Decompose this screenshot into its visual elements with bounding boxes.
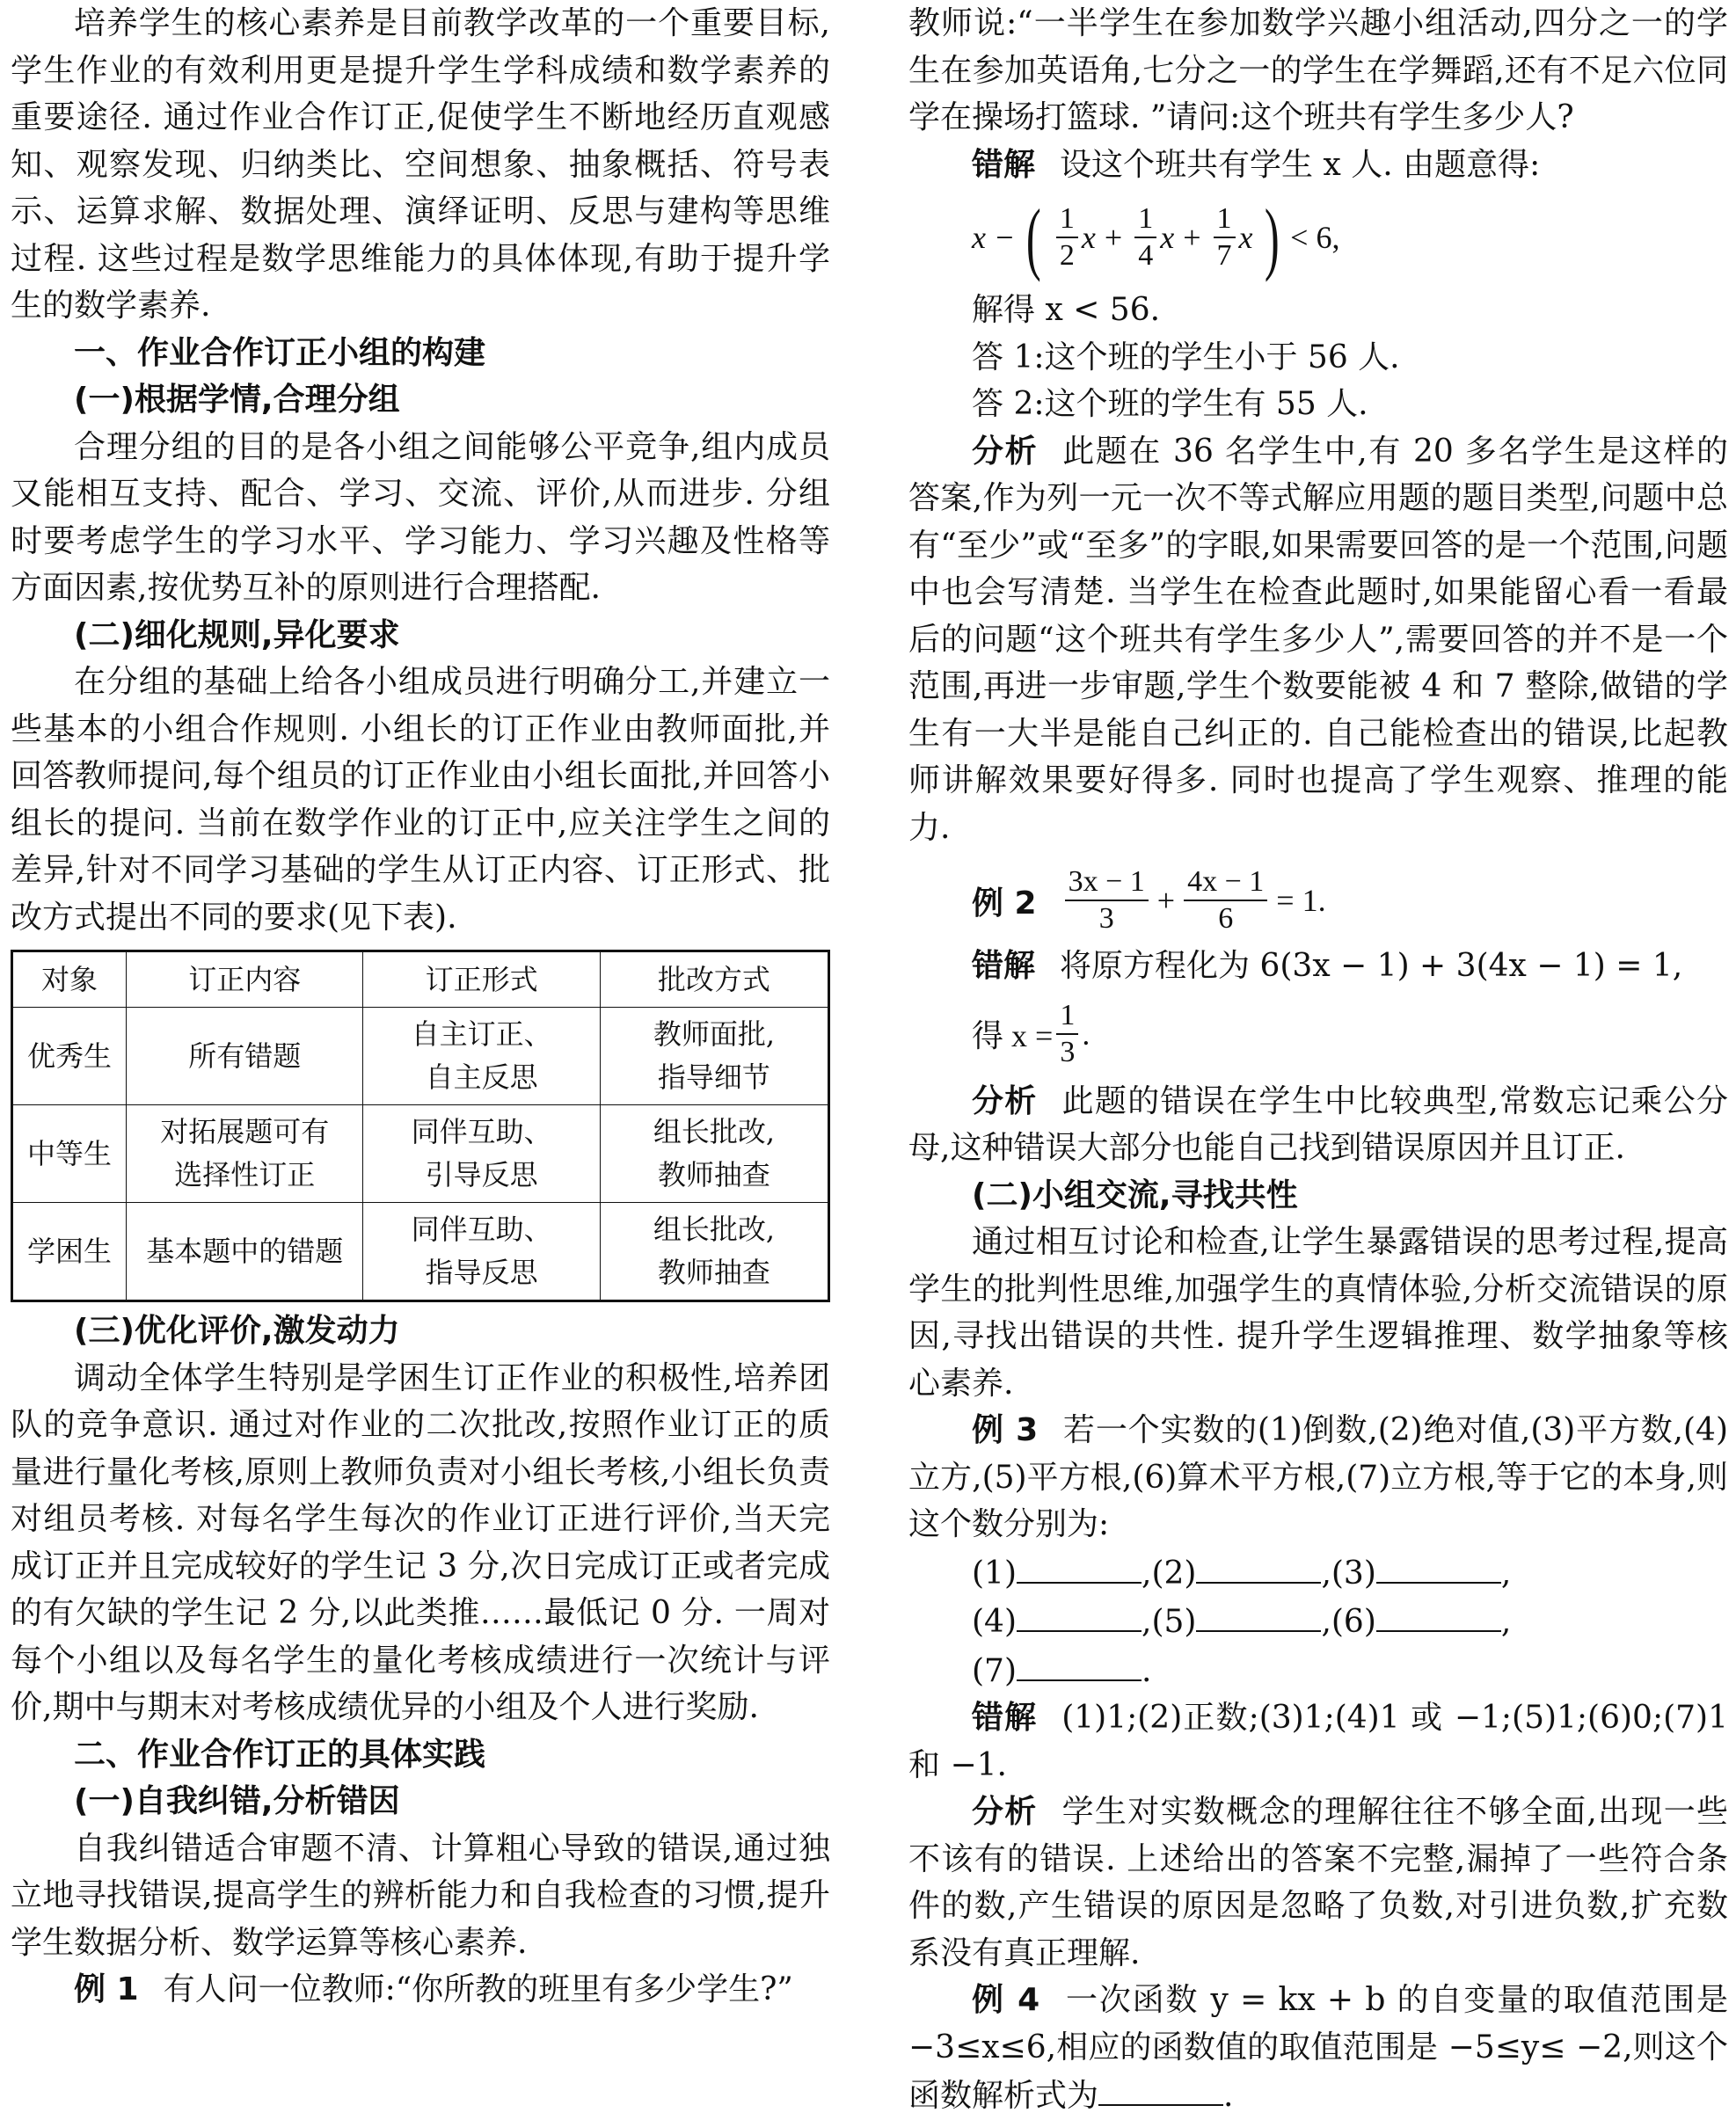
formula-variable: x bbox=[1160, 220, 1175, 255]
example-1-start bbox=[11, 1966, 830, 2014]
answer-blank bbox=[1098, 2071, 1223, 2106]
table-header-cell: 对象 bbox=[12, 951, 127, 1008]
result-prefix: 得 x = bbox=[972, 1018, 1054, 1053]
fraction-numerator: 4x − 1 bbox=[1184, 867, 1267, 901]
fraction bbox=[1184, 867, 1267, 934]
table-cell-content: 所有错题 bbox=[127, 1008, 363, 1105]
table-cell-form: 自主订正、 自主反思 bbox=[363, 1008, 600, 1105]
fraction bbox=[1134, 204, 1156, 271]
fraction-denominator: 4 bbox=[1138, 239, 1154, 272]
table-cell-object: 中等生 bbox=[12, 1105, 127, 1203]
example-3-blanks-row-3 bbox=[908, 1646, 1728, 1695]
blank-separator: , bbox=[1500, 1604, 1512, 1640]
example-3-wrong-solution bbox=[908, 1694, 1728, 1789]
table-cell-method: 组长批改, 教师抽查 bbox=[600, 1203, 828, 1301]
intro-paragraph: 培养学生的核心素养是目前教学改革的一个重要目标,学生作业的有效利用更是提升学生学科成绩和数学素养的重要途径. 通过作业合作订正,促使学生不断地经历直观感知、观察发现、归纳类比、空间想象、抽象概括、符号表示、运算求解、数据处理、演绎证明、反思与建构等思维过程. 这些过程是数学思维能力的具体体现,有助于提升学生的数学素养. bbox=[11, 5, 830, 324]
subsection-heading-4: (一)自我纠错,分析错因 bbox=[74, 1783, 400, 1819]
blank-label: (7) bbox=[972, 1652, 1017, 1689]
formula-operator: + bbox=[1183, 220, 1201, 255]
formula-lhs: x − bbox=[972, 220, 1016, 255]
fraction-numerator: 1 bbox=[1134, 204, 1156, 238]
table-cell-object: 优秀生 bbox=[12, 1008, 127, 1105]
left-paren-glyph: ( bbox=[1026, 193, 1042, 282]
formula-operator: + bbox=[1156, 883, 1176, 918]
fraction-denominator: 7 bbox=[1216, 239, 1232, 272]
wrong-solution-text: 将原方程化为 6(3x − 1) + 3(4x − 1) = 1, bbox=[1060, 948, 1683, 984]
analysis-label: 分析 bbox=[972, 1794, 1038, 1830]
table-header-row bbox=[12, 951, 829, 1008]
left-column bbox=[11, 0, 830, 2014]
table-cell-content: 基本题中的错题 bbox=[127, 1203, 363, 1301]
answer-blank bbox=[1376, 1597, 1501, 1632]
wrong-solution-label: 错解 bbox=[972, 1700, 1038, 1736]
blank-label: ,(6) bbox=[1321, 1604, 1376, 1640]
example-label: 例 3 bbox=[972, 1412, 1039, 1448]
formula-operator: + bbox=[1104, 220, 1123, 255]
self-correction-paragraph: 自我纠错适合审题不清、计算粗心导致的错误,通过独立地寻找错误,提高学生的辨析能力和自我检查的习惯,提升学生数据分析、数学运算等核心素养. bbox=[11, 1830, 830, 1961]
fraction-denominator: 2 bbox=[1059, 239, 1075, 272]
example-label: 例 2 bbox=[972, 885, 1037, 922]
wrong-solution-label: 错解 bbox=[972, 146, 1036, 183]
example-3-text: 若一个实数的(1)倒数,(2)绝对值,(3)平方数,(4)立方,(5)平方根,(6)算术平方根,(7)立方根,等于它的本身,则这个数分别为: bbox=[908, 1412, 1728, 1542]
example-2-analysis bbox=[908, 1078, 1728, 1172]
table-cell-content: 对拓展题可有 选择性订正 bbox=[127, 1105, 363, 1203]
fraction-denominator: 6 bbox=[1218, 902, 1234, 935]
example-label: 例 1 bbox=[74, 1971, 139, 2007]
analysis-text: 此题在 36 名学生中,有 20 多名学生是这样的答案,作为列一元一次不等式解应用题的题目类型,问题中总有“至少”或“至多”的字眼,如果需要回答的是一个范围,问题中也会写清楚. 当学生在检查此题时,如果能留心看一看最后的问题“这个班共有学生多少人”,需要回答的并不是一个范围,再进一步审题,学生个数要能被 4 和 7 整除,做错的学生有一大半是能自己纠正的. 自己能检查出的错误,比起教师讲解效果要好得多. 同时也提高了学生观察、推理的能力. bbox=[908, 433, 1728, 846]
blank-label: ,(3) bbox=[1321, 1555, 1376, 1592]
analysis-label: 分析 bbox=[972, 1082, 1038, 1119]
example-2-result bbox=[908, 990, 1728, 1078]
answer-blank bbox=[1017, 1646, 1142, 1681]
example-1-wrong-solution bbox=[908, 142, 1728, 189]
subsection-heading-5: (二)小组交流,寻找共性 bbox=[972, 1177, 1298, 1213]
fraction-numerator: 1 bbox=[1056, 1001, 1078, 1035]
right-paren-glyph: ) bbox=[1264, 193, 1280, 282]
analysis-text: 此题的错误在学生中比较典型,常数忘记乘公分母,这种错误大部分也能自己找到错误原因并且订正. bbox=[908, 1082, 1728, 1166]
example-1-continuation: 教师说:“一半学生在参加数学兴趣小组活动,四分之一的学生在参加英语角,七分之一的学生在学舞蹈,还有不足六位同学在操场打篮球. ”请问:这个班共有学生多少人? bbox=[908, 5, 1728, 135]
example-3-blanks-row-2 bbox=[908, 1597, 1728, 1646]
requirements-table bbox=[11, 950, 830, 1302]
fraction-numerator: 1 bbox=[1214, 204, 1236, 238]
example-3-blanks-row-1 bbox=[908, 1548, 1728, 1598]
grouping-paragraph: 合理分组的目的是各小组之间能够公平竞争,组内成员又能相互支持、配合、学习、交流、评价,从而进步. 分组时要考虑学生的学习水平、学习能力、学习兴趣及性格等方面因素,按优势互补的原则进行合理搭配. bbox=[11, 428, 830, 606]
subsection-heading-3: (三)优化评价,激发动力 bbox=[74, 1313, 400, 1349]
table-cell-object: 学困生 bbox=[12, 1203, 127, 1301]
example-2-wrong-solution bbox=[908, 943, 1728, 990]
wrong-solution-text: 设这个班共有学生 x 人. 由题意得: bbox=[1060, 146, 1541, 183]
blank-label: (4) bbox=[972, 1604, 1017, 1640]
subsection-heading-1: (一)根据学情,合理分组 bbox=[74, 382, 400, 418]
analysis-label: 分析 bbox=[972, 433, 1039, 470]
formula-rhs: = 1. bbox=[1276, 883, 1326, 918]
table-cell-method: 教师面批, 指导细节 bbox=[600, 1008, 828, 1105]
example-1-solve: 解得 x < 56. bbox=[972, 292, 1161, 328]
example-3-analysis bbox=[908, 1789, 1728, 1977]
table-cell-form: 同伴互助、 引导反思 bbox=[363, 1105, 600, 1203]
fraction bbox=[1056, 204, 1078, 271]
subsection-heading-2: (二)细化规则,异化要求 bbox=[74, 616, 400, 653]
example-1-inequality bbox=[908, 188, 1728, 287]
blank-label: ,(5) bbox=[1142, 1604, 1197, 1640]
result-end: . bbox=[1082, 1016, 1090, 1052]
fraction-numerator: 3x − 1 bbox=[1065, 867, 1149, 901]
answer-blank bbox=[1017, 1548, 1142, 1584]
example-2-equation bbox=[908, 858, 1728, 943]
fraction bbox=[1214, 204, 1236, 271]
answer-blank bbox=[1017, 1597, 1142, 1632]
table-cell-method: 组长批改, 教师抽查 bbox=[600, 1105, 828, 1203]
table-header-cell: 订正形式 bbox=[363, 951, 600, 1008]
wrong-solution-label: 错解 bbox=[972, 948, 1036, 984]
blank-end: . bbox=[1142, 1652, 1152, 1689]
table-header-cell: 订正内容 bbox=[127, 951, 363, 1008]
analysis-text: 学生对实数概念的理解往往不够全面,出现一些不该有的错误. 上述给出的答案不完整,漏掉了一些符合条件的数,产生错误的原因是忽略了负数,对引进负数,扩充数系没有真正理解. bbox=[908, 1794, 1728, 1971]
wrong-solution-text: (1)1;(2)正数;(3)1;(4)1 或 −1;(5)1;(6)0;(7)1 和 −1. bbox=[908, 1700, 1728, 1783]
section-heading-1: 一、作业合作订正小组的构建 bbox=[74, 334, 486, 371]
example-1-answer-1: 答 1:这个班的学生小于 56 人. bbox=[972, 339, 1400, 375]
fraction bbox=[1056, 998, 1078, 1068]
blank-separator: , bbox=[1500, 1555, 1512, 1592]
section-heading-2: 二、作业合作订正的具体实践 bbox=[74, 1736, 486, 1773]
answer-blank bbox=[1196, 1548, 1321, 1584]
answer-blank bbox=[1196, 1597, 1321, 1632]
example-1-answer-2: 答 2:这个班的学生有 55 人. bbox=[972, 386, 1368, 422]
example-4-text: 一次函数 y = kx + b 的自变量的取值范围是 −3≤x≤6,相应的函数值的取值范围是 −5≤y≤ −2,则这个函数解析式为 bbox=[908, 1982, 1728, 2114]
example-1-question: 有人问一位教师:“你所教的班里有多少学生?” bbox=[163, 1971, 793, 2007]
example-label: 例 4 bbox=[972, 1982, 1040, 2018]
fraction-denominator: 3 bbox=[1098, 902, 1114, 935]
table-row bbox=[12, 1105, 829, 1203]
fraction bbox=[1065, 867, 1149, 934]
right-column bbox=[908, 0, 1728, 2120]
table-header-cell: 批改方式 bbox=[600, 951, 828, 1008]
table-row bbox=[12, 1203, 829, 1301]
blank-label: ,(2) bbox=[1142, 1555, 1197, 1592]
table-row bbox=[12, 1008, 829, 1105]
rules-paragraph: 在分组的基础上给各小组成员进行明确分工,并建立一些基本的小组合作规则. 小组长的订正作业由教师面批,并回答教师提问,每个组员的订正作业由小组长面批,并回答小组长的提问. 当前在数学作业的订正中,应关注学生之间的差异,针对不同学习基础的学生从订正内容、订正形式、批改方式提出不同的要求(见下表). bbox=[11, 664, 830, 936]
blank-label: (1) bbox=[972, 1555, 1017, 1592]
example-3-question bbox=[908, 1407, 1728, 1548]
formula-variable: x bbox=[1081, 220, 1096, 255]
formula-rhs: < 6, bbox=[1290, 220, 1340, 255]
fraction-denominator: 3 bbox=[1060, 1035, 1076, 1068]
group-discussion-paragraph: 通过相互讨论和检查,让学生暴露错误的思考过程,提高学生的批判性思维,加强学生的真情体验,分析交流错误的原因,寻找出错误的共性. 提升学生逻辑推理、数学抽象等核心素养. bbox=[908, 1224, 1728, 1402]
blank-end: . bbox=[1223, 2078, 1234, 2114]
formula-variable: x bbox=[1238, 220, 1253, 255]
example-4-question bbox=[908, 1977, 1728, 2120]
answer-blank bbox=[1376, 1548, 1501, 1584]
fraction-numerator: 1 bbox=[1056, 204, 1078, 238]
example-1-analysis bbox=[908, 428, 1728, 852]
table-cell-form: 同伴互助、 指导反思 bbox=[363, 1203, 600, 1301]
evaluation-paragraph: 调动全体学生特别是学困生订正作业的积极性,培养团队的竞争意识. 通过对作业的二次批改,按照作业订正的质量进行量化考核,原则上教师负责对小组长考核,小组长负责对组员考核. 对每名学生每次的作业订正进行评价,当天完成订正并且完成较好的学生记 3 分,次日完成订正或者完成的有欠缺的学生记 2 分,以此类推……最低记 0 分. 一周对每个小组以及每名学生的量化考核成绩进行一次统计与评价,期中与期末对考核成绩优异的小组及个人进行奖励. bbox=[11, 1359, 830, 1725]
